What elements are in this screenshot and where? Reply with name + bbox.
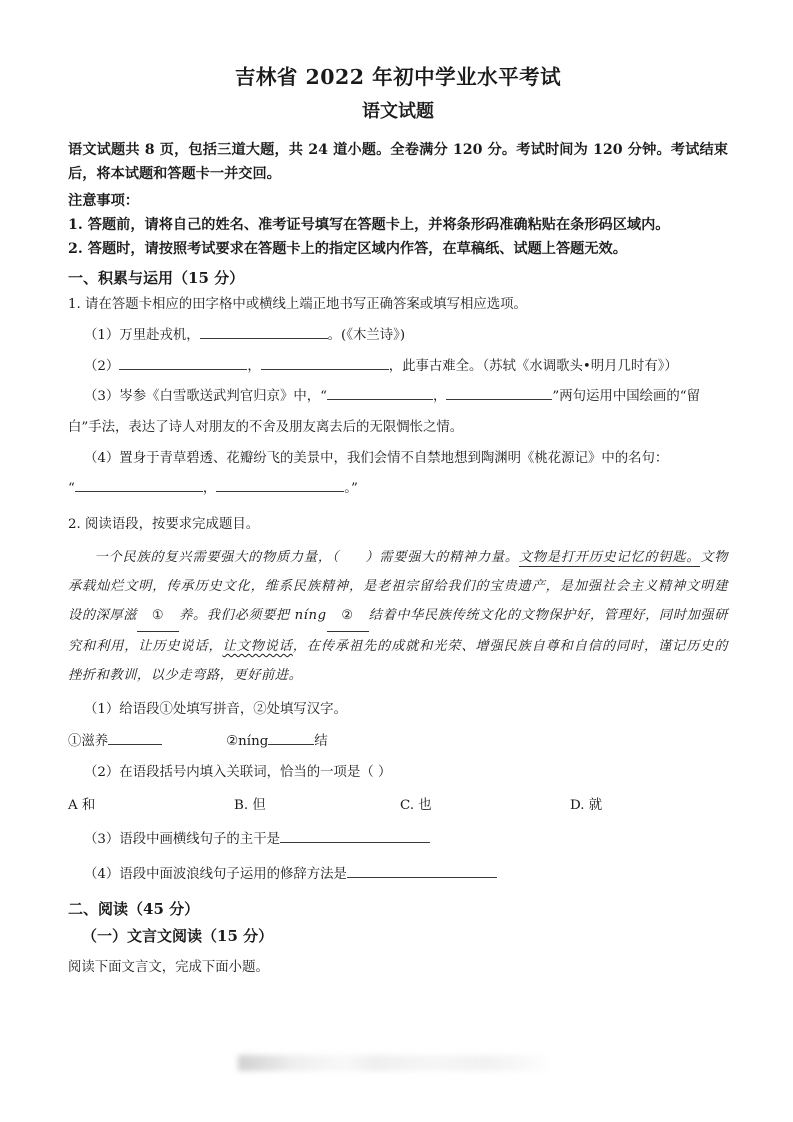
- exam-instructions: 语文试题共 8 页，包括三道大题，共 24 道小题。全卷满分 120 分。考试时间为 120 分钟。考试结束后，将本试题和答题卡一并交回。: [68, 141, 728, 183]
- passage-underlined-sentence: 文物是打开历史记忆的钥匙。: [518, 549, 701, 565]
- answer-blank[interactable]: [119, 356, 247, 370]
- question-2-sub-1: （1）给语段①处填写拼音，②处填写汉字。: [84, 702, 347, 718]
- option-d[interactable]: D. 就: [570, 798, 603, 814]
- q2-sub4-text: （4）语段中面波浪线句子运用的修辞方法是: [84, 866, 347, 882]
- option-a[interactable]: A 和: [68, 798, 96, 814]
- passage-part-6: ，在传承祖先的成就和光荣、增强民族自尊和自信的同时，谨记历史的挫折和教训，以少走弯路，更好前进。: [68, 638, 728, 684]
- passage-wavy-sentence: 让文物说话: [222, 638, 293, 654]
- q1-3-prefix: （3）岑参《白雪歌送武判官归京》中，“: [84, 389, 328, 405]
- question-2-options: [68, 794, 728, 813]
- section-heading-one: 一、积累与运用（15 分）: [68, 268, 245, 287]
- answer-blank[interactable]: [200, 325, 328, 339]
- question-1-item-3: [84, 386, 728, 408]
- notice-item-2: 2. 答题时，请按照考试要求在答题卡上的指定区域内作答，在草稿纸、试题上答题无效。: [68, 241, 627, 258]
- passage-part-4: 养。我们必须要把 níng: [179, 608, 327, 624]
- q1-2-mid: ，: [247, 358, 261, 374]
- section-heading-two: 二、阅读（45 分）: [68, 899, 200, 918]
- answer-blank[interactable]: [261, 356, 389, 370]
- question-1-item-1: [84, 325, 728, 347]
- answer-blank[interactable]: [280, 830, 430, 844]
- answer-blank[interactable]: [446, 387, 552, 401]
- conjunction-blank[interactable]: [339, 543, 365, 572]
- question-2-passage: [68, 543, 728, 690]
- q2-sub3-text: （3）语段中画横线句子的主干是: [84, 832, 280, 848]
- notice-heading: 注意事项：: [68, 192, 139, 209]
- q1-3-suffix: ”两句运用中国绘画的“留: [552, 389, 701, 405]
- q1-2-suffix: ，此事古难全。（苏轼《水调歌头•明月几时有》）: [388, 358, 678, 374]
- quote-close: 。”: [344, 481, 358, 497]
- question-1-item-4-blanks: [68, 478, 728, 500]
- hanzi-blank-2[interactable]: ②: [327, 601, 369, 631]
- passage-part-1: 一个民族的复兴需要强大的物质力量，（: [94, 549, 340, 565]
- question-2-fill-row: [68, 731, 728, 752]
- pinyin-blank-1[interactable]: ①: [137, 601, 179, 631]
- passage-part-2: ）需要强大的精神力量。: [365, 549, 519, 565]
- fill-label-2-suffix: 结: [314, 734, 328, 750]
- blurred-watermark: [238, 1055, 548, 1071]
- passage-part-5: 结着中华民族传统文化的文物保护好，管理好，同时加强研究和利用，让历史说话，: [68, 608, 729, 654]
- question-2-sub-4: [84, 864, 728, 886]
- answer-blank[interactable]: [327, 387, 433, 401]
- page-subtitle: 语文试题: [362, 100, 434, 122]
- quote-open: “: [68, 481, 75, 497]
- answer-blank[interactable]: [268, 731, 314, 745]
- fill-label-1: ①滋养: [68, 734, 109, 750]
- passage-part-3: 文物承载灿烂文明，传承历史文化，维系民族精神，是老祖宗留给我们的宝贵遗产，是加强社会主义精神文明建设的深厚滋: [68, 549, 728, 624]
- q1-2-prefix: （2）: [84, 358, 120, 374]
- answer-blank[interactable]: [75, 479, 203, 493]
- question-2-stem: 2. 阅读语段，按要求完成题目。: [68, 517, 260, 533]
- question-1-item-2: [84, 356, 728, 378]
- question-1-stem: 1. 请在答题卡相应的田字格中或横线上端正地书写正确答案或填写相应选项。: [68, 297, 527, 313]
- question-2-sub-2: （2）在语段括号内填入关联词，恰当的一项是（ ）: [84, 764, 392, 780]
- q1-1-prefix: （1）万里赴戎机，: [84, 327, 200, 343]
- answer-blank[interactable]: [108, 731, 162, 745]
- notice-item-1: 1. 答题前，请将自己的姓名、准考证号填写在答题卡上，并将条形码准确粘贴在条形码区域内。: [68, 216, 670, 233]
- question-1-item-3-cont: 白”手法，表达了诗人对朋友的不舍及朋友离去后的无限惆怅之情。: [68, 420, 464, 436]
- question-1-item-4: （4）置身于青草碧透、花瓣纷飞的美景中，我们会情不自禁地想到陶渊明《桃花源记》中的名句：: [84, 450, 669, 466]
- subsection-heading-classical-chinese: （一）文言文阅读（15 分）: [82, 927, 274, 946]
- section-two-lead-in: 阅读下面文言文，完成下面小题。: [68, 959, 269, 975]
- page-title: 吉林省 2022 年初中学业水平考试: [234, 65, 562, 89]
- fill-label-2-prefix: ②níng: [226, 734, 269, 750]
- answer-blank[interactable]: [216, 479, 344, 493]
- q1-3-mid: ，: [433, 389, 447, 405]
- page-content: [68, 62, 728, 978]
- question-2-sub-3: [84, 829, 728, 851]
- q1-1-suffix: 。(《木兰诗》): [327, 327, 406, 343]
- option-c[interactable]: C. 也: [400, 798, 432, 814]
- option-b[interactable]: B. 但: [234, 798, 266, 814]
- quote-mid: ，: [202, 481, 217, 497]
- answer-blank[interactable]: [347, 864, 497, 878]
